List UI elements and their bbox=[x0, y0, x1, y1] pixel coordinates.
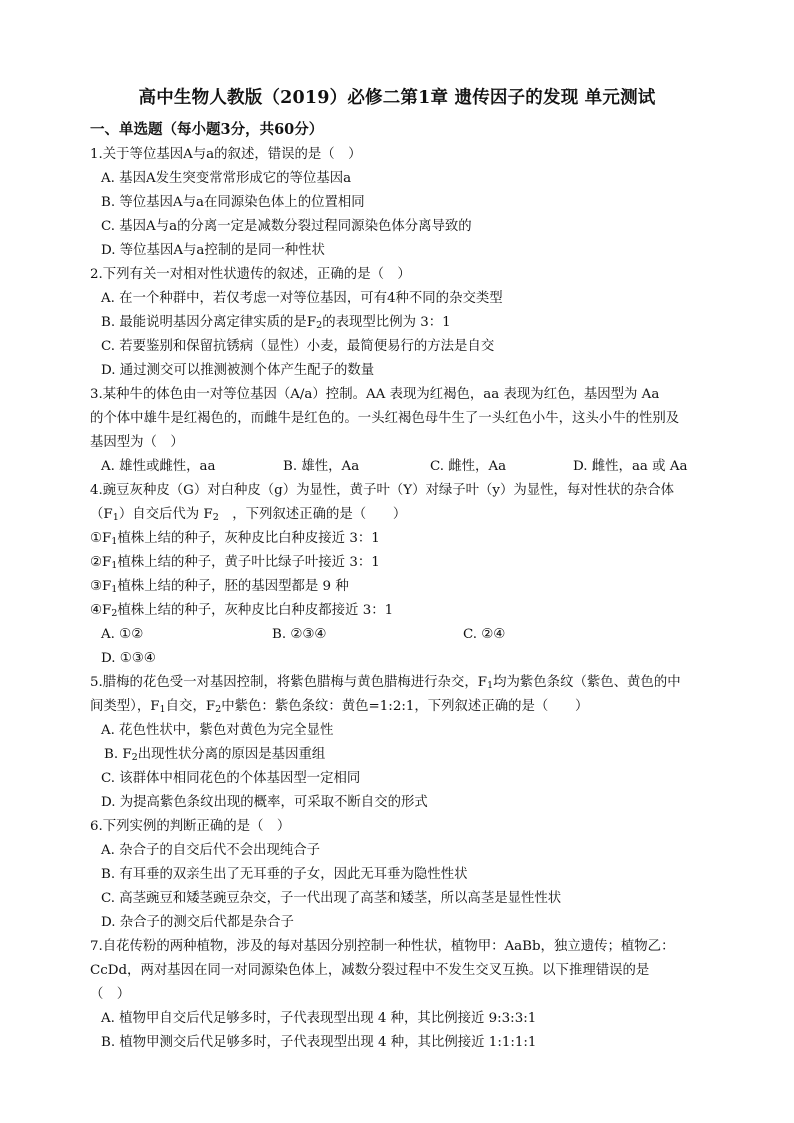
question-stem-line: 5.腊梅的花色受一对基因控制，将紫色腊梅与黄色腊梅进行杂交，$F_1$均为紫色条纹（紫色、黄色的中 bbox=[90, 675, 681, 692]
question-5 bbox=[90, 671, 706, 815]
option-c: C. 该群体中相同花色的个体基因型一定相同 bbox=[101, 771, 361, 786]
question-7 bbox=[90, 935, 706, 1055]
statement-1: $①F_1$植株上结的种子，灰种皮比白种皮接近 3：1 bbox=[90, 531, 380, 548]
question-stem-line: 的个体中雄牛是红褐色的，而雌牛是红色的。一头红褐色母牛生了一头红色小牛，这头小牛的性别及 bbox=[90, 411, 680, 426]
question-1 bbox=[90, 143, 706, 263]
option-d: D. 等位基因A与a控制的是同一种性状 bbox=[101, 243, 325, 258]
option-d: D. 杂合子的测交后代都是杂合子 bbox=[101, 915, 294, 930]
question-stem-line: （ ） bbox=[90, 987, 131, 1002]
question-stem-line: $(F_1)$自交后代为 $F_2$ ，下列叙述正确的是（ ） bbox=[90, 507, 407, 524]
option-a: A. 在一个种群中，若仅考虑一对等位基因，可有4种不同的杂交类型 bbox=[101, 291, 503, 306]
options-row bbox=[90, 455, 706, 479]
option-b: B. 雄性，Aa bbox=[283, 459, 360, 474]
option-b: B. 等位基因A与a在同源染色体上的位置相同 bbox=[101, 195, 365, 210]
page-title: 高中生物人教版（2019）必修二第1章 遗传因子的发现 单元测试 bbox=[138, 88, 656, 108]
option-d: D. 雌性，aa 或 Aa bbox=[573, 459, 688, 474]
option-a: A. 基因A发生突变常常形成它的等位基因a bbox=[101, 171, 352, 186]
statement-3: $③F_1$植株上结的种子，胚的基因型都是 9 种 bbox=[90, 579, 349, 596]
statement-2: $②F_1$植株上结的种子，黄子叶比绿子叶接近 3：1 bbox=[90, 555, 380, 572]
question-2 bbox=[90, 263, 706, 383]
question-3 bbox=[90, 383, 706, 479]
statement-4: $④F_2$植株上结的种子，灰种皮比白种皮都接近 3：1 bbox=[90, 603, 394, 620]
question-6 bbox=[90, 815, 706, 935]
question-4 bbox=[90, 479, 706, 671]
question-stem-line: 7.自花传粉的两种植物，涉及的每对基因分别控制一种性状，植物甲：AaBb，独立遗传；植物乙： bbox=[90, 939, 675, 954]
options-row bbox=[90, 623, 706, 647]
option-c: C. ②④ bbox=[463, 627, 506, 642]
option-d: D. 通过测交可以推测被测个体产生配子的数量 bbox=[101, 363, 375, 378]
option-d: D. 为提高紫色条纹出现的概率，可采取不断自交的形式 bbox=[101, 795, 428, 810]
option-a: A. 杂合子的自交后代不会出现纯合子 bbox=[101, 843, 321, 858]
question-stem-line: CcDd，两对基因在同一对同源染色体上，减数分裂过程中不发生交叉互换。以下推理错误的是 bbox=[90, 963, 650, 978]
option-a: A. 雄性或雌性，aa bbox=[101, 459, 216, 474]
question-stem-line: 3.某种牛的体色由一对等位基因（A/a）控制。AA 表现为红褐色，aa 表现为红色，基因型为 Aa bbox=[90, 387, 660, 402]
option-b: B. ②③④ bbox=[272, 627, 327, 642]
question-stem: 6.下列实例的判断正确的是（ ） bbox=[90, 819, 291, 834]
option-a: A. ①② bbox=[101, 627, 144, 642]
option-d: D. ①③④ bbox=[101, 651, 156, 666]
question-stem: 2.下列有关一对相对性状遗传的叙述，正确的是（ ） bbox=[90, 267, 411, 282]
question-stem-line: 基因型为（ ） bbox=[90, 435, 184, 450]
option-c: C. 若要鉴别和保留抗锈病（显性）小麦，最简便易行的方法是自交 bbox=[101, 339, 495, 354]
question-stem-line: 4.豌豆灰种皮（G）对白种皮（g）为显性，黄子叶（Y）对绿子叶（y）为显性，每对性状的杂合体 bbox=[90, 483, 675, 498]
question-stem-line: 间类型），$F_1$自交，$F_2$中紫色：紫色条纹：黄色=1:2:1，下列叙述正确的是（ ） bbox=[90, 699, 589, 716]
option-b: B. $F_2$出现性状分离的原因是基因重组 bbox=[104, 747, 326, 764]
questions bbox=[90, 143, 706, 1055]
section-heading: 一、单选题（每小题3分，共60分） bbox=[90, 121, 324, 138]
option-b: B. 有耳垂的双亲生出了无耳垂的子女，因此无耳垂为隐性性状 bbox=[101, 867, 468, 882]
option-a: A. 花色性状中，紫色对黄色为完全显性 bbox=[101, 723, 334, 738]
option-c: C. 基因A与a的分离一定是减数分裂过程同源染色体分离导致的 bbox=[101, 219, 472, 234]
option-a: A. 植物甲自交后代足够多时，子代表现型出现 4 种，其比例接近 9:3:3:1 bbox=[101, 1011, 537, 1026]
question-stem: 1.关于等位基因A与a的叙述，错误的是（ ） bbox=[90, 147, 362, 162]
option-b: B. 植物甲测交后代足够多时，子代表现型出现 4 种，其比例接近 1:1:1:1 bbox=[101, 1035, 537, 1050]
option-c: C. 雌性，Aa bbox=[430, 459, 507, 474]
option-c: C. 高茎豌豆和矮茎豌豆杂交，子一代出现了高茎和矮茎，所以高茎是显性性状 bbox=[101, 891, 562, 906]
option-b: B. 最能说明基因分离定律实质的是$F_2$的表现型比例为 3：1 bbox=[101, 315, 451, 332]
